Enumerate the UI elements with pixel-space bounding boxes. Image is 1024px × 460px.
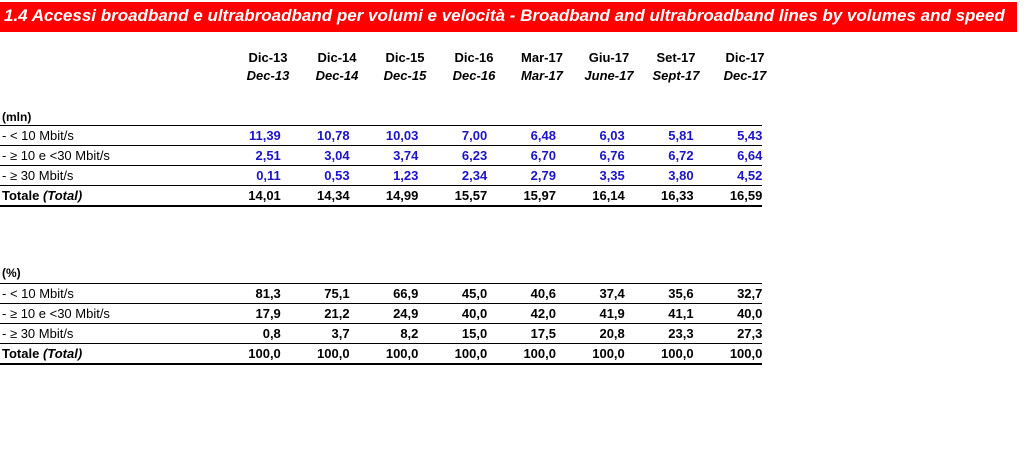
table-cell: 37,4	[556, 284, 625, 304]
table-cell: 2,51	[212, 146, 281, 166]
total-cell: 15,97	[487, 186, 556, 207]
table-row	[0, 284, 762, 304]
table-cell: 42,0	[487, 304, 556, 324]
column-header-it: Mar-17	[521, 50, 563, 65]
column-header-it: Dic-13	[248, 50, 288, 65]
table-cell: 40,6	[487, 284, 556, 304]
column-header-it: Dic-14	[317, 50, 357, 65]
table-cell: 32,7	[694, 284, 763, 304]
table-cell: 21,2	[281, 304, 350, 324]
percent-unit-label: (%)	[2, 266, 21, 280]
total-cell: 100,0	[487, 344, 556, 365]
column-header-en: Dec-13	[246, 68, 290, 83]
table-cell: 23,3	[625, 324, 694, 344]
column-header	[370, 50, 440, 83]
total-cell: 100,0	[625, 344, 694, 365]
column-header	[233, 50, 303, 83]
table-cell: 75,1	[281, 284, 350, 304]
table-cell: 0,53	[281, 166, 350, 186]
total-label-it: Totale	[2, 346, 40, 361]
table-cell: 6,48	[487, 126, 556, 146]
table-cell: 2,34	[418, 166, 487, 186]
total-row	[0, 344, 762, 365]
column-header-en: Dec-17	[723, 68, 767, 83]
table-cell: 3,04	[281, 146, 350, 166]
percent-table	[0, 283, 762, 365]
table-cell: 5,43	[694, 126, 763, 146]
total-cell: 100,0	[281, 344, 350, 365]
table-cell: 41,9	[556, 304, 625, 324]
page-title: 1.4 Accessi broadband e ultrabroadband per volumi e velocità - Broadband and ultrabroadband lines by volumes and speed	[4, 6, 1005, 25]
column-header-it: Giu-17	[588, 50, 630, 65]
column-header	[710, 50, 780, 83]
table-cell: 11,39	[212, 126, 281, 146]
total-row	[0, 186, 762, 207]
title-bar	[0, 2, 1017, 32]
row-label: - < 10 Mbit/s	[0, 126, 212, 146]
total-cell: 14,01	[212, 186, 281, 207]
total-label	[0, 344, 212, 365]
column-header-it: Dic-17	[725, 50, 765, 65]
column-header-en: June-17	[584, 68, 634, 83]
total-cell: 14,34	[281, 186, 350, 207]
table-cell: 6,76	[556, 146, 625, 166]
column-header-en: Mar-17	[521, 68, 563, 83]
table-cell: 40,0	[694, 304, 763, 324]
row-label: - < 10 Mbit/s	[0, 284, 212, 304]
table-row	[0, 126, 762, 146]
table-cell: 24,9	[350, 304, 419, 324]
table-cell: 1,23	[350, 166, 419, 186]
table-cell: 27,3	[694, 324, 763, 344]
total-cell: 100,0	[350, 344, 419, 365]
total-cell: 14,99	[350, 186, 419, 207]
total-cell: 100,0	[212, 344, 281, 365]
table-row	[0, 166, 762, 186]
volumes-table	[0, 125, 762, 207]
table-cell: 0,8	[212, 324, 281, 344]
total-label-en: (Total)	[42, 346, 83, 361]
table-cell: 15,0	[418, 324, 487, 344]
row-label: - ≥ 10 e <30 Mbit/s	[0, 146, 212, 166]
column-header	[641, 50, 711, 83]
total-cell: 15,57	[418, 186, 487, 207]
table-cell: 7,00	[418, 126, 487, 146]
table-cell: 3,80	[625, 166, 694, 186]
total-cell: 100,0	[694, 344, 763, 365]
table-cell: 66,9	[350, 284, 419, 304]
table-row	[0, 304, 762, 324]
table-cell: 2,79	[487, 166, 556, 186]
table-row	[0, 146, 762, 166]
total-cell: 16,59	[694, 186, 763, 207]
table-cell: 17,5	[487, 324, 556, 344]
table-cell: 6,23	[418, 146, 487, 166]
table-cell: 41,1	[625, 304, 694, 324]
table-cell: 3,7	[281, 324, 350, 344]
table-cell: 45,0	[418, 284, 487, 304]
total-cell: 16,14	[556, 186, 625, 207]
table-row	[0, 324, 762, 344]
table-cell: 4,52	[694, 166, 763, 186]
table-cell: 17,9	[212, 304, 281, 324]
table-cell: 81,3	[212, 284, 281, 304]
table-cell: 6,64	[694, 146, 763, 166]
table-cell: 8,2	[350, 324, 419, 344]
row-label: - ≥ 10 e <30 Mbit/s	[0, 304, 212, 324]
column-header	[302, 50, 372, 83]
total-cell: 100,0	[418, 344, 487, 365]
table-cell: 10,78	[281, 126, 350, 146]
table-cell: 0,11	[212, 166, 281, 186]
total-cell: 16,33	[625, 186, 694, 207]
table-cell: 10,03	[350, 126, 419, 146]
volumes-unit-label: (mln)	[2, 110, 32, 124]
column-header-en: Dec-16	[452, 68, 496, 83]
column-header-it: Dic-15	[385, 50, 425, 65]
column-header-en: Dec-14	[315, 68, 359, 83]
table-cell: 6,70	[487, 146, 556, 166]
table-cell: 20,8	[556, 324, 625, 344]
table-cell: 6,03	[556, 126, 625, 146]
table-cell: 5,81	[625, 126, 694, 146]
total-cell: 100,0	[556, 344, 625, 365]
table-cell: 3,74	[350, 146, 419, 166]
table-cell: 35,6	[625, 284, 694, 304]
row-label: - ≥ 30 Mbit/s	[0, 324, 212, 344]
row-label: - ≥ 30 Mbit/s	[0, 166, 212, 186]
column-header-en: Sept-17	[652, 68, 700, 83]
column-header-en: Dec-15	[383, 68, 427, 83]
total-label-en: (Total)	[42, 188, 83, 203]
column-header	[439, 50, 509, 83]
total-label	[0, 186, 212, 207]
table-cell: 6,72	[625, 146, 694, 166]
table-cell: 40,0	[418, 304, 487, 324]
column-header	[574, 50, 644, 83]
table-cell: 3,35	[556, 166, 625, 186]
column-header	[507, 50, 577, 83]
total-label-it: Totale	[2, 188, 40, 203]
column-header-it: Set-17	[656, 50, 696, 65]
column-header-it: Dic-16	[454, 50, 494, 65]
